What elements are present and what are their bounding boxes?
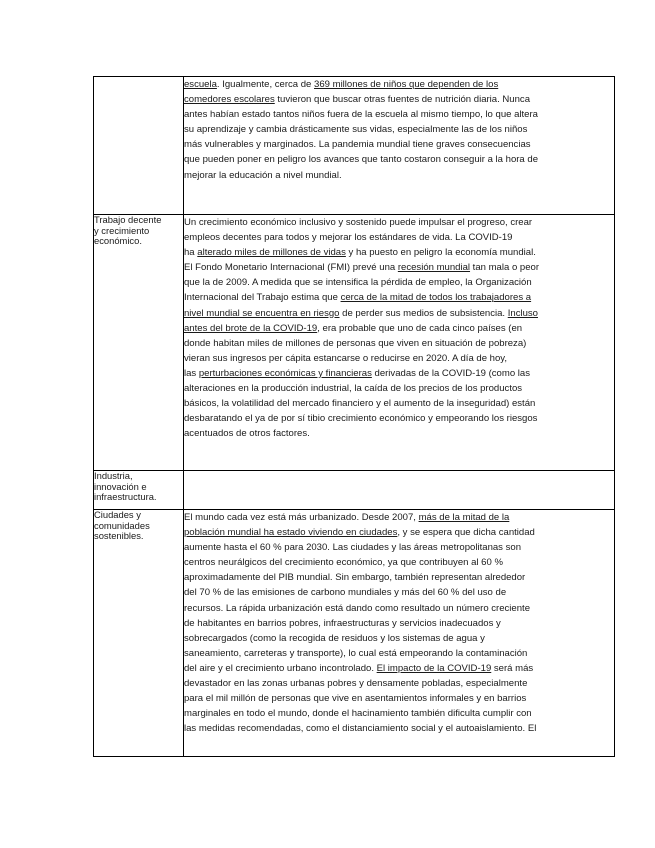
inline-link[interactable]: nivel mundial se encuentra en riesgo — [184, 307, 340, 319]
text-segment: ha — [184, 247, 198, 259]
text-line — [184, 137, 614, 152]
text-line — [184, 646, 614, 661]
text-segment: más vulnerables y marginados. La pandemia mundial tiene graves consecuencias — [184, 139, 531, 151]
text-line — [184, 152, 614, 167]
sdg-table — [93, 76, 615, 757]
row-text — [184, 215, 615, 471]
text-segment: sobrecargados (como la recogida de residuos y los sistemas de agua y — [184, 632, 485, 644]
text-segment: El mundo cada vez está más urbanizado. Desde 2007, — [184, 512, 419, 523]
text-line — [184, 525, 614, 540]
text-line — [184, 616, 614, 631]
text-line — [184, 275, 614, 290]
text-line — [184, 585, 614, 600]
text-line — [184, 411, 614, 426]
text-line — [184, 230, 614, 245]
text-line — [184, 122, 614, 137]
text-segment: Un crecimiento económico inclusivo y sostenido puede impulsar el progreso, crear — [184, 217, 533, 228]
text-segment: básicos, la volatilidad del mercado financiero y el aumento de la inseguridad) están — [184, 398, 536, 410]
row-label-line: económico. — [94, 236, 142, 247]
table-row — [94, 471, 615, 510]
text-line — [184, 77, 614, 92]
text-line — [184, 396, 614, 411]
inline-link[interactable]: comedores escolares — [184, 94, 275, 106]
row-label-line: infraestructura. — [94, 492, 157, 503]
text-segment: saneamiento, carreteras y transporte), lo cual está empeorando la contaminación — [184, 647, 528, 659]
text-line — [184, 215, 614, 230]
text-segment: empleos decentes para todos y mejorar los estándares de vida. La COVID-19 — [184, 232, 513, 244]
inline-link[interactable]: escuela — [184, 79, 217, 90]
text-segment: El Fondo Monetario Internacional (FMI) prevé una — [184, 262, 398, 274]
row-label-line: comunidades — [94, 520, 150, 531]
text-line — [184, 691, 614, 706]
text-segment: mejorar la educación a nivel mundial. — [184, 169, 342, 181]
inline-link[interactable]: más de la mitad de la — [418, 512, 510, 523]
text-line — [184, 336, 614, 351]
text-segment: para el mil millón de personas que vive en asentamientos informales y en barrios — [184, 693, 527, 705]
text-segment: centros neurálgicos del crecimiento económico, ya que contribuyen al 60 % — [184, 557, 503, 569]
text-line — [184, 676, 614, 691]
inline-link[interactable]: 369 millones de niños que dependen de los — [314, 79, 499, 90]
text-line — [184, 107, 614, 122]
text-segment: de perder sus medios de subsistencia. — [339, 307, 508, 319]
text-line — [184, 290, 614, 305]
text-line — [184, 260, 614, 275]
row-label-line: Trabajo decente — [94, 215, 162, 225]
text-segment: antes habían estado tantos niños fuera de la escuela al mismo tiempo, lo que altera — [184, 109, 538, 121]
text-segment: y ha puesto en peligro la economía mundial. — [345, 247, 536, 259]
row-label-line: y crecimiento — [94, 225, 150, 236]
row-label — [94, 510, 184, 757]
text-segment: , y se espera que dicha cantidad — [397, 527, 535, 539]
table-row — [94, 77, 615, 215]
row-label — [94, 471, 184, 510]
text-segment: será más — [491, 662, 534, 674]
text-line — [184, 540, 614, 555]
text-line — [184, 366, 614, 381]
text-line — [184, 601, 614, 616]
inline-link[interactable]: El impacto de la COVID-19 — [376, 662, 492, 674]
text-line — [184, 510, 614, 525]
text-segment: vieran sus ingresos per cápita estancarse o reducirse en 2020. A día de hoy, — [184, 352, 508, 364]
text-line — [184, 381, 614, 396]
text-segment: que la de 2009. A medida que se intensifica la pérdida de empleo, la Organización — [184, 277, 532, 289]
text-segment: Internacional del Trabajo estima que — [184, 292, 341, 304]
inline-link[interactable]: recesión mundial — [397, 262, 471, 274]
text-segment: marginales en todo el mundo, donde el hacinamiento también dificulta cumplir con — [184, 708, 532, 720]
text-segment: las medidas recomendadas, como el distanciamiento social y el autoaislamiento. El — [184, 723, 537, 735]
text-segment: que pueden poner en peligro los avances que tanto costaron conseguir a la hora de — [184, 154, 539, 166]
text-line — [184, 426, 614, 441]
text-segment: , era probable que uno de cada cinco países (en — [317, 322, 523, 334]
table-row — [94, 510, 615, 757]
text-line — [184, 351, 614, 366]
text-segment: del aire y el crecimiento urbano incontrolado. — [184, 662, 377, 674]
row-label-line: Ciudades y — [94, 510, 141, 520]
text-segment: aproximadamente del PIB mundial. Sin embargo, también representan alrededor — [184, 572, 526, 584]
text-line — [184, 570, 614, 585]
text-line — [184, 245, 614, 260]
text-line — [184, 661, 614, 676]
text-segment: desbaratando el ya de por sí tibio crecimiento económico y empeorando los riesgos — [184, 413, 538, 425]
row-label-line: Industria, — [94, 471, 133, 481]
inline-link[interactable]: población mundial ha estado viviendo en ciudades — [184, 527, 398, 539]
text-segment: . Igualmente, cerca de — [216, 79, 315, 90]
text-line — [184, 706, 614, 721]
text-line — [184, 92, 614, 107]
table-row — [94, 215, 615, 471]
text-line — [184, 306, 614, 321]
row-text — [184, 510, 615, 757]
text-segment: recursos. La rápida urbanización está dando como resultado un número creciente — [184, 602, 531, 614]
text-segment: las — [184, 367, 199, 379]
text-segment: acentuados de otros factores. — [184, 428, 310, 440]
inline-link[interactable]: perturbaciones económicas y financieras — [198, 367, 372, 379]
row-label — [94, 77, 184, 215]
text-line — [184, 555, 614, 570]
text-line — [184, 631, 614, 646]
inline-link[interactable]: antes del brote de la COVID-19 — [184, 322, 318, 334]
row-label-line: innovación e — [94, 481, 147, 492]
text-line — [184, 321, 614, 336]
row-label-line: sostenibles. — [94, 531, 144, 542]
text-segment: derivadas de la COVID-19 (como las — [371, 367, 530, 379]
text-segment: del 70 % de las emisiones de carbono mundiales y más del 60 % del uso de — [184, 587, 507, 599]
text-segment: tan mala o peor — [470, 262, 540, 274]
text-segment: de habitantes en barrios pobres, infraestructuras y servicios inadecuados y — [184, 617, 501, 629]
row-text — [184, 77, 615, 215]
row-text — [184, 471, 615, 510]
inline-link[interactable]: alterado miles de millones de vidas — [197, 247, 346, 259]
text-segment: su aprendizaje y cambia drásticamente sus vidas, especialmente las de los niños — [184, 124, 528, 136]
text-segment: aumente hasta el 60 % para 2030. Las ciudades y las áreas metropolitanas son — [184, 542, 522, 554]
text-segment: devastador en las zonas urbanas pobres y densamente pobladas, especialmente — [184, 678, 528, 690]
inline-link[interactable]: cerca de la mitad de todos los trabajadores a — [340, 292, 532, 304]
text-line — [184, 168, 614, 183]
inline-link[interactable]: Incluso — [507, 307, 538, 319]
row-label — [94, 215, 184, 471]
text-segment: alteraciones en la producción industrial, la caída de los precios de los productos — [184, 383, 523, 395]
text-segment: donde habitan miles de millones de personas que viven en situación de pobreza) — [184, 337, 527, 349]
text-segment: tuvieron que buscar otras fuentes de nutrición diaria. Nunca — [274, 94, 531, 106]
text-line — [184, 721, 614, 736]
